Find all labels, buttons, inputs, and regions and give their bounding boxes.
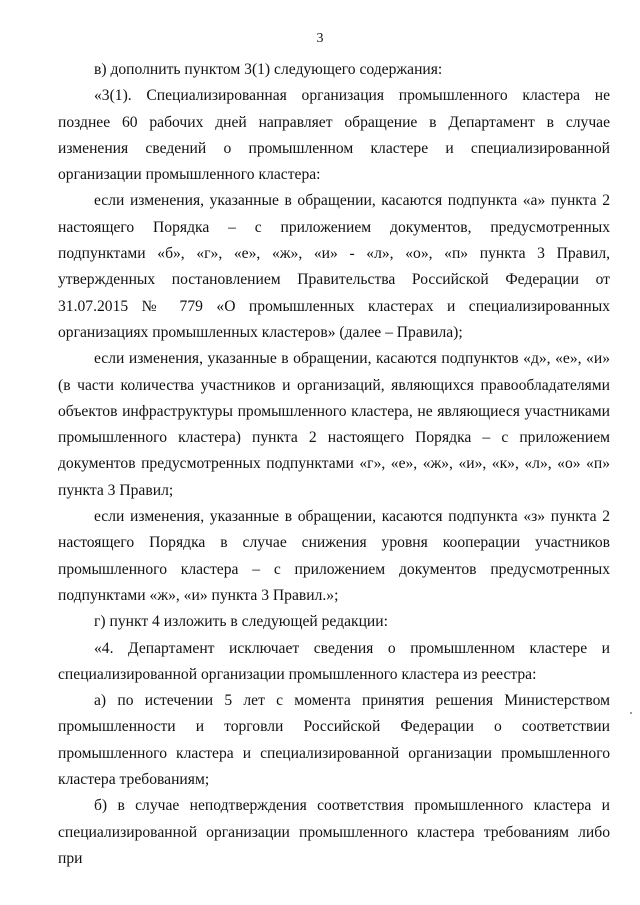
paragraph-clause-3-1: «3(1). Специализированная организация промышленного кластера не позднее 60 рабочих дней направляет обращение в Департамент в случае изменения сведений о промышленном кластере и специализированной организации промышленного кластера: — [58, 87, 610, 184]
paragraph-change-subitem-a: если изменения, указанные в обращении, касаются подпункта «а» пункта 2 настоящего Порядка – с приложением документов, предусмотренных подпунктами «б», «г», «е», «ж», «и» - «л», «о», «п» пункта 3 Правил, утвержденных постановлением Правительства Российской Федерации от 31.07.2015 № 779 «О промышленных кластерах и специализированных организациях промышленных кластеров» (далее – Правила); — [58, 192, 610, 341]
paragraph-clause-4: «4. Департамент исключает сведения о промышленном кластере и специализированной организации промышленного кластера из реестра: — [58, 639, 610, 683]
paragraph-amendment-v: в) дополнить пунктом 3(1) следующего содержания: — [94, 61, 443, 78]
paragraph-change-subitem-z: если изменения, указанные в обращении, касаются подпункта «з» пункта 2 настоящего Порядка в случае снижения уровня кооперации участников промышленного кластера – с приложением документов предусмотренных подпунктами «ж», «и» пункта 3 Правил.»; — [58, 508, 610, 604]
paragraph-subitem-a: а) по истечении 5 лет с момента принятия решения Министерством промышленности и торговли Российской Федерации о соответствии промышленного кластера и специализированной организации промышленного кластера требованиям; — [58, 692, 610, 789]
paragraph-subitem-b: б) в случае неподтверждения соответствия промышленного кластера и специализированной организации промышленного кластера требованиям либо при — [58, 797, 610, 867]
scan-speck — [630, 712, 632, 714]
paragraph-change-subitems-d-e-i: если изменения, указанные в обращении, касаются подпунктов «д», «е», «и» (в части количества участников и организаций, являющихся правообладателями объектов инфраструктуры промышленного кластера, не являющиеся участниками промышленного кластера) пункта 2 настоящего Порядка – с приложением документов предусмотренных подпунктами «г», «е», «ж», «и», «к», «л», «о» «п» пункта 3 Правил; — [58, 350, 610, 499]
paragraph-amendment-g: г) пункт 4 изложить в следующей редакции: — [94, 613, 388, 631]
document-body — [58, 57, 610, 872]
page-number: 3 — [316, 31, 324, 46]
